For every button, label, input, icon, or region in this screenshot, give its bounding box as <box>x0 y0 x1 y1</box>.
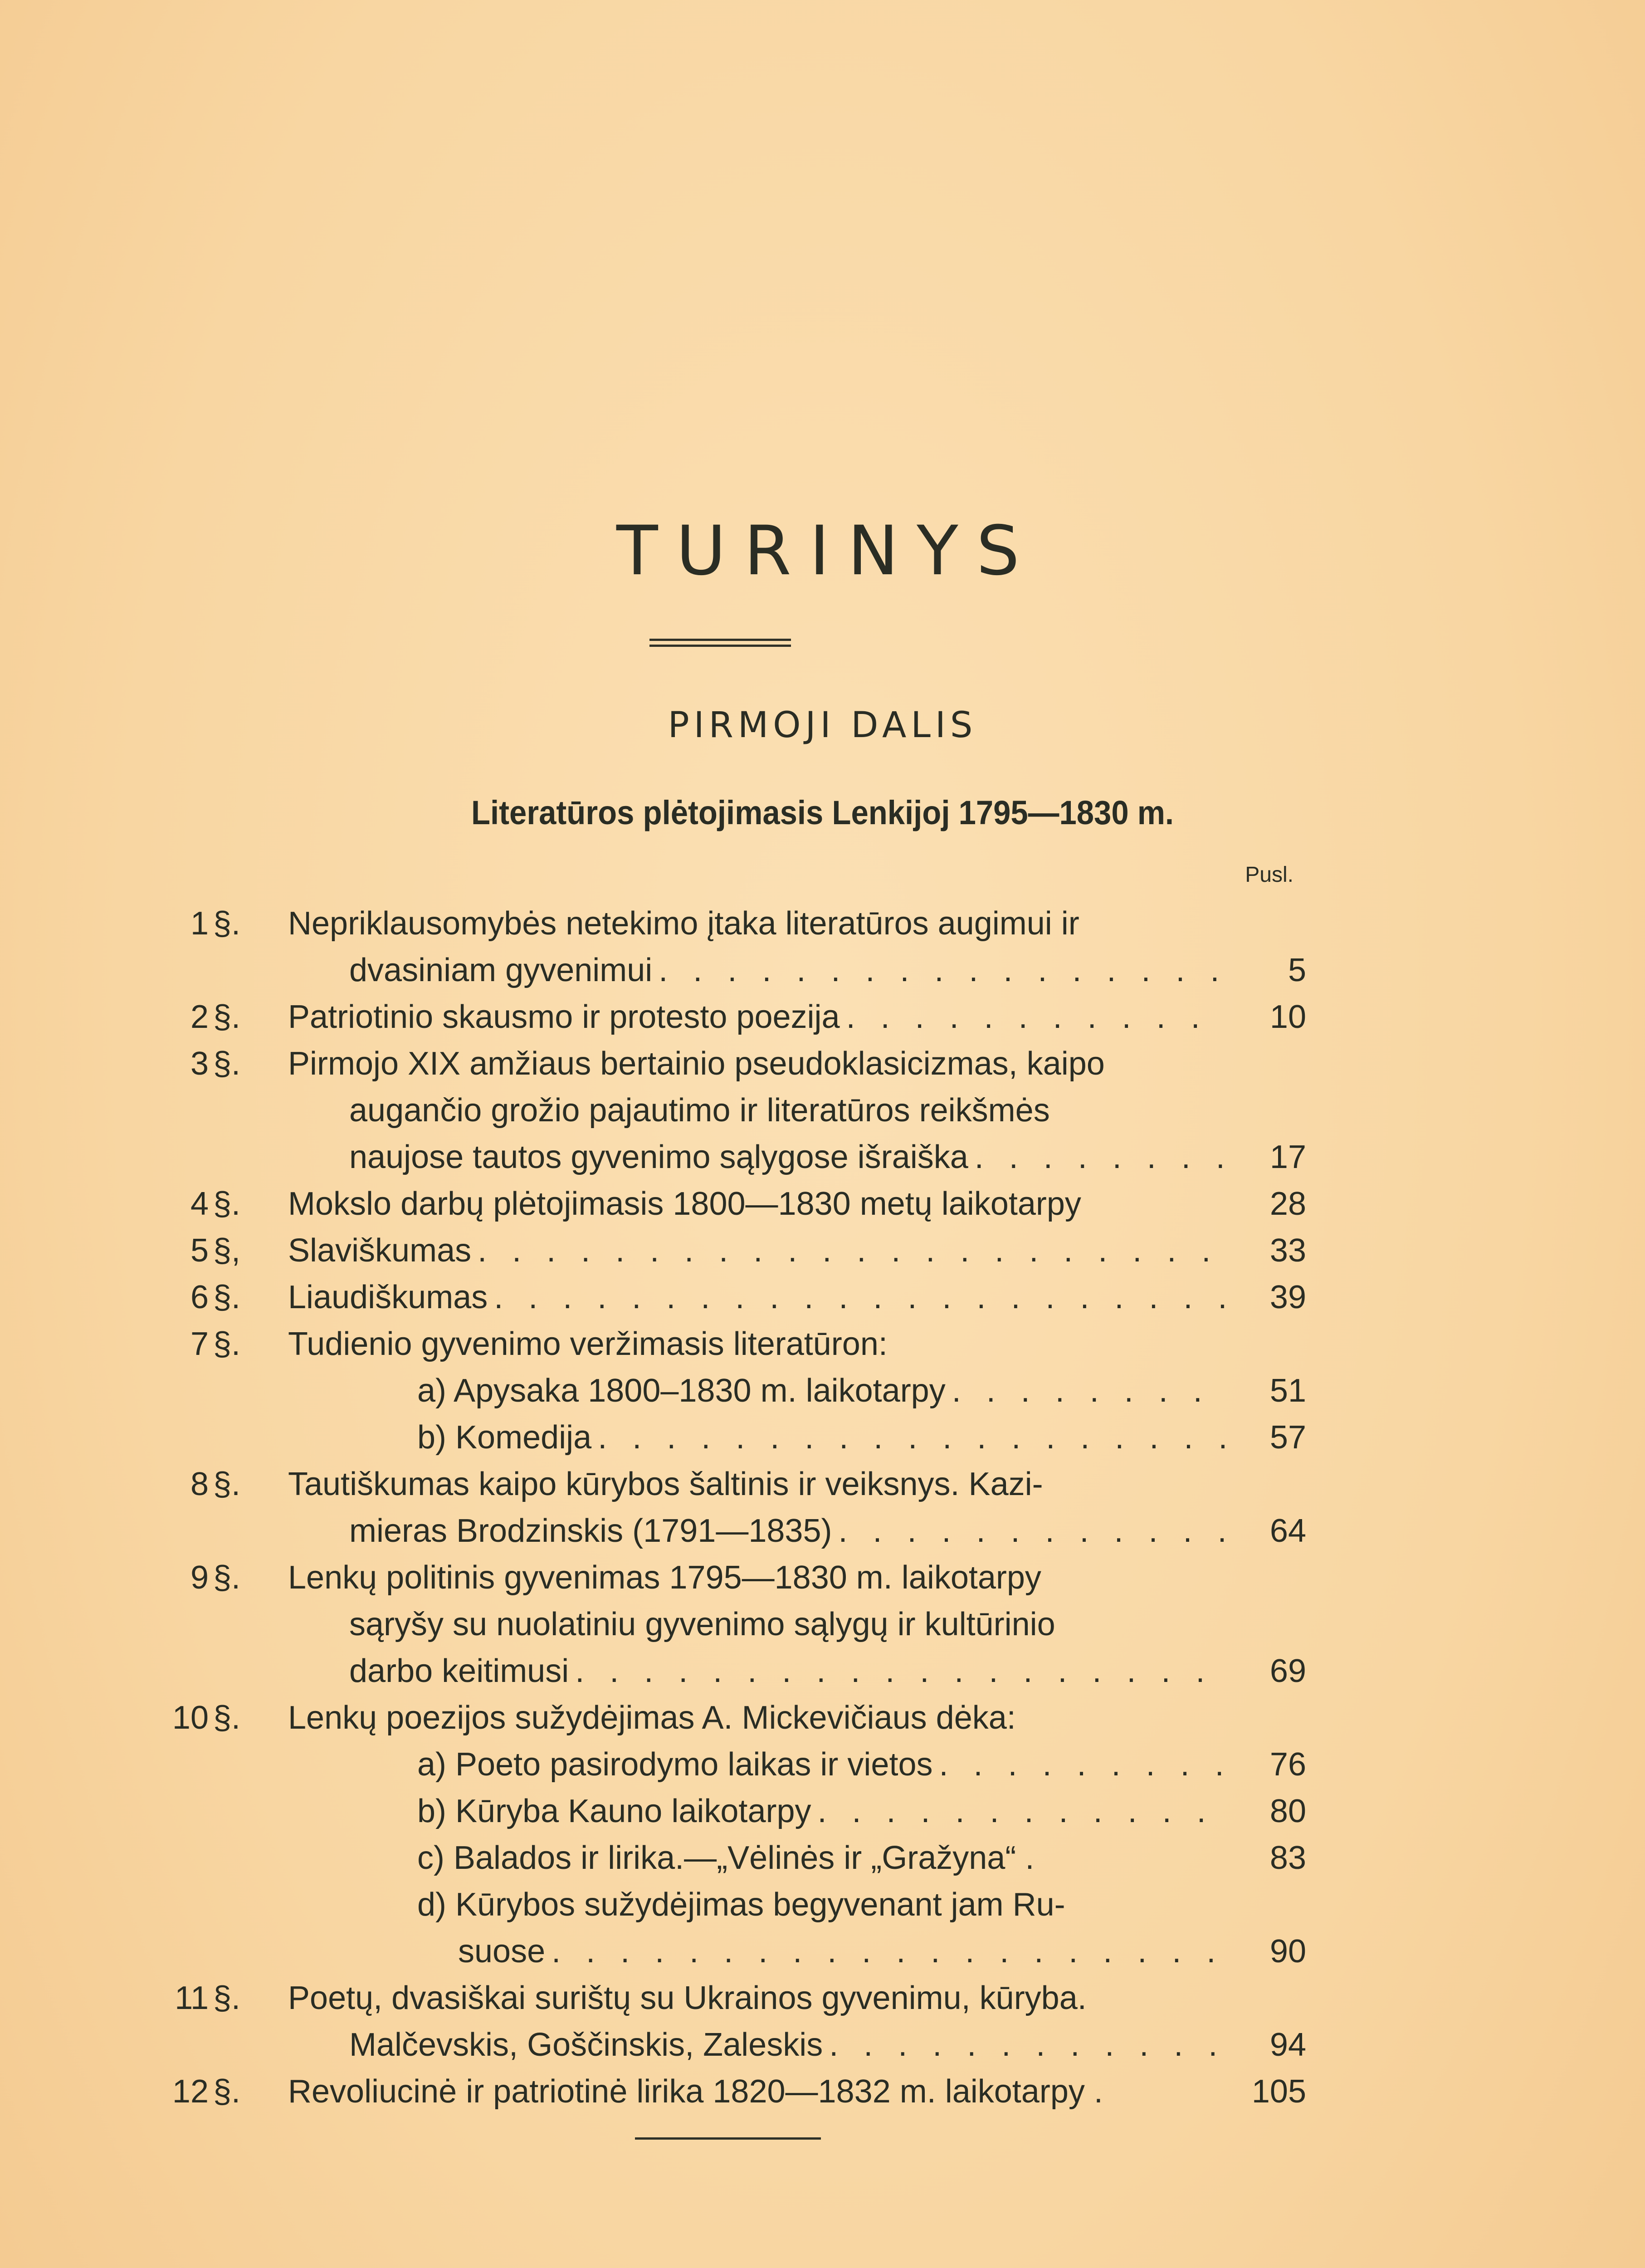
toc-entry-title: mieras Brodzinskis (1791—1835) <box>349 1513 832 1549</box>
page-number: 69 <box>1269 1653 1306 1689</box>
section-number: 11 <box>175 1980 209 2016</box>
toc-entry-text-line <box>288 1041 1227 1087</box>
toc-row <box>145 1648 1306 1695</box>
toc-entry-title: Slaviškumas <box>288 1232 472 1269</box>
toc-entry-title: sąryšy su nuolatiniu gyvenimo sąlygų ir kultūrinio <box>349 1606 1055 1642</box>
page-number: 33 <box>1269 1232 1306 1269</box>
section-number: 9 <box>190 1559 209 1596</box>
toc-row <box>145 947 1306 994</box>
dot-leader <box>832 1508 1227 1554</box>
page-number: 39 <box>1269 1279 1306 1315</box>
section-sign: §. <box>213 905 241 942</box>
page-number: 83 <box>1269 1840 1306 1876</box>
toc-entry-text-line <box>288 900 1227 947</box>
toc-entry-text-line <box>288 1695 1227 1741</box>
double-rule-divider <box>649 639 791 647</box>
toc-entry-title: suose <box>458 1933 546 1970</box>
page-number: 76 <box>1269 1746 1306 1783</box>
toc-row <box>145 994 1306 1041</box>
toc-entry-title: dvasiniam gyvenimui <box>349 952 653 988</box>
section-number: 2 <box>190 999 209 1035</box>
page-column-label: Pusl. <box>1245 863 1294 887</box>
dot-leader <box>569 1648 1227 1695</box>
page-number: 10 <box>1269 999 1306 1035</box>
toc-entry-text-line <box>288 2068 1227 2115</box>
toc-row <box>145 1788 1306 1835</box>
dot-leader <box>968 1134 1227 1181</box>
toc-entry-title: c) Balados ir lirika.—„Vėlinės ir „Gražyna“ . <box>417 1840 1035 1876</box>
toc-entry-title: Patriotinio skausmo ir protesto poezija <box>288 999 840 1035</box>
page-number: 17 <box>1269 1139 1306 1175</box>
toc-row <box>145 1368 1306 1414</box>
page-number: 64 <box>1269 1513 1306 1549</box>
toc-row <box>145 1882 1306 1928</box>
toc-entry-text-line <box>349 1648 1227 1695</box>
toc-row <box>145 1554 1306 1601</box>
toc-row <box>145 1601 1306 1648</box>
page-title: TURINYS <box>616 512 1038 591</box>
page-number: 51 <box>1269 1373 1306 1409</box>
page-number: 94 <box>1269 2027 1306 2063</box>
toc-entry-title: b) Komedija <box>417 1419 592 1456</box>
toc-entry-text-line <box>417 1414 1227 1461</box>
section-number: 7 <box>190 1326 209 1362</box>
toc-entry-title: a) Poeto pasirodymo laikas ir vietos <box>417 1746 933 1783</box>
toc-entry-text-line <box>349 947 1227 994</box>
section-sign: §. <box>213 999 241 1035</box>
dot-leader <box>488 1274 1227 1321</box>
section-sign: §. <box>213 1559 241 1596</box>
toc-row <box>145 1695 1306 1741</box>
toc-row <box>145 1414 1306 1461</box>
toc-row <box>145 1134 1306 1181</box>
table-of-contents <box>145 900 1306 2115</box>
toc-row <box>145 1975 1306 2022</box>
toc-entry-text-line <box>417 1788 1227 1835</box>
section-number: 10 <box>172 1700 209 1736</box>
toc-row <box>145 2022 1306 2068</box>
page-number: 80 <box>1269 1793 1306 1829</box>
dot-leader <box>591 1414 1227 1461</box>
toc-row <box>145 1741 1306 1788</box>
toc-row <box>145 1181 1306 1227</box>
toc-entry-text-line <box>288 1461 1227 1508</box>
toc-entry-text-line <box>288 1227 1227 1274</box>
dot-leader <box>545 1928 1227 1975</box>
toc-row <box>145 1227 1306 1274</box>
toc-entry-text-line <box>349 1508 1227 1554</box>
section-sign: §, <box>213 1232 241 1269</box>
toc-entry-title: Revoliucinė ir patriotinė lirika 1820—1832 m. laikotarpy . <box>288 2073 1103 2110</box>
toc-row <box>145 1928 1306 1975</box>
toc-entry-text-line <box>417 1835 1227 1882</box>
toc-row <box>145 1508 1306 1554</box>
page-number: 90 <box>1269 1933 1306 1970</box>
toc-entry-text-line <box>288 1181 1227 1227</box>
section-number: 6 <box>190 1279 209 1315</box>
toc-entry-text-line <box>417 1368 1227 1414</box>
dot-leader <box>946 1368 1227 1414</box>
section-sign: §. <box>213 1046 241 1082</box>
toc-entry-title: a) Apysaka 1800–1830 m. laikotarpy <box>417 1373 946 1409</box>
toc-entry-text-line <box>417 1741 1227 1788</box>
dot-leader <box>840 994 1227 1041</box>
dot-leader <box>823 2022 1227 2068</box>
toc-row <box>145 1041 1306 1087</box>
end-rule-divider <box>635 2137 821 2140</box>
toc-entry-text-line <box>288 1321 1227 1368</box>
toc-entry-title: Tudienio gyvenimo veržimasis literatūron: <box>288 1326 888 1362</box>
toc-row <box>145 1274 1306 1321</box>
section-sign: §. <box>213 1700 241 1736</box>
toc-entry-title: Malčevskis, Goščinskis, Zaleskis <box>349 2027 823 2063</box>
toc-entry-text-line <box>288 1274 1227 1321</box>
toc-row <box>145 1087 1306 1134</box>
section-number: 3 <box>190 1046 209 1082</box>
section-sign: §. <box>213 1186 241 1222</box>
section-sign: §. <box>213 1326 241 1362</box>
toc-entry-title: Poetų, dvasiškai surištų su Ukrainos gyvenimu, kūryba. <box>288 1980 1087 2016</box>
toc-entry-title: Lenkų poezijos sužydėjimas A. Mickevičiaus dėka: <box>288 1700 1016 1736</box>
toc-entry-title: b) Kūryba Kauno laikotarpy <box>417 1793 811 1829</box>
toc-entry-title: Lenkų politinis gyvenimas 1795—1830 m. laikotarpy <box>288 1559 1041 1596</box>
part-heading: PIRMOJI DALIS <box>668 705 977 746</box>
page-number: 5 <box>1288 952 1306 988</box>
toc-row <box>145 900 1306 947</box>
page-number: 28 <box>1269 1186 1306 1222</box>
toc-entry-title: augančio grožio pajautimo ir literatūros reikšmės <box>349 1092 1050 1129</box>
toc-entry-text-line <box>417 1882 1227 1928</box>
toc-row <box>145 2068 1306 2115</box>
toc-entry-text-line <box>458 1928 1227 1975</box>
toc-entry-text-line <box>288 1975 1227 2022</box>
toc-row <box>145 1835 1306 1882</box>
section-sign: §. <box>213 1466 241 1502</box>
toc-row <box>145 1461 1306 1508</box>
toc-entry-text-line <box>349 1601 1227 1648</box>
toc-entry-title: Liaudiškumas <box>288 1279 488 1315</box>
toc-entry-text-line <box>288 1554 1227 1601</box>
page-number: 57 <box>1269 1419 1306 1456</box>
section-sign: §. <box>213 1279 241 1315</box>
toc-entry-title: naujose tautos gyvenimo sąlygose išraiška <box>349 1139 968 1175</box>
toc-entry-text-line <box>349 2022 1227 2068</box>
section-sign: §. <box>213 2073 241 2110</box>
page-number: 105 <box>1251 2073 1306 2110</box>
section-heading: Literatūros plėtojimasis Lenkijoj 1795—1830 m. <box>471 794 1174 831</box>
toc-entry-title: d) Kūrybos sužydėjimas begyvenant jam Ru- <box>417 1887 1065 1923</box>
toc-entry-title: darbo keitimusi <box>349 1653 569 1689</box>
toc-row <box>145 1321 1306 1368</box>
toc-entry-text-line <box>288 994 1227 1041</box>
section-number: 1 <box>190 905 209 942</box>
dot-leader <box>811 1788 1227 1835</box>
dot-leader <box>933 1741 1227 1788</box>
toc-entry-title: Mokslo darbų plėtojimasis 1800—1830 metų laikotarpy <box>288 1186 1081 1222</box>
section-number: 5 <box>190 1232 209 1269</box>
toc-entry-title: Tautiškumas kaipo kūrybos šaltinis ir veiksnys. Kazi- <box>288 1466 1043 1502</box>
section-number: 8 <box>190 1466 209 1502</box>
toc-entry-title: Nepriklausomybės netekimo įtaka literatūros augimui ir <box>288 905 1079 942</box>
toc-entry-text-line <box>349 1087 1227 1134</box>
section-number: 4 <box>190 1186 209 1222</box>
dot-leader <box>652 947 1227 994</box>
section-sign: §. <box>213 1980 241 2016</box>
dot-leader <box>471 1227 1227 1274</box>
toc-entry-title: Pirmojo XIX amžiaus bertainio pseudoklasicizmas, kaipo <box>288 1046 1105 1082</box>
section-number: 12 <box>172 2073 209 2110</box>
toc-entry-text-line <box>349 1134 1227 1181</box>
